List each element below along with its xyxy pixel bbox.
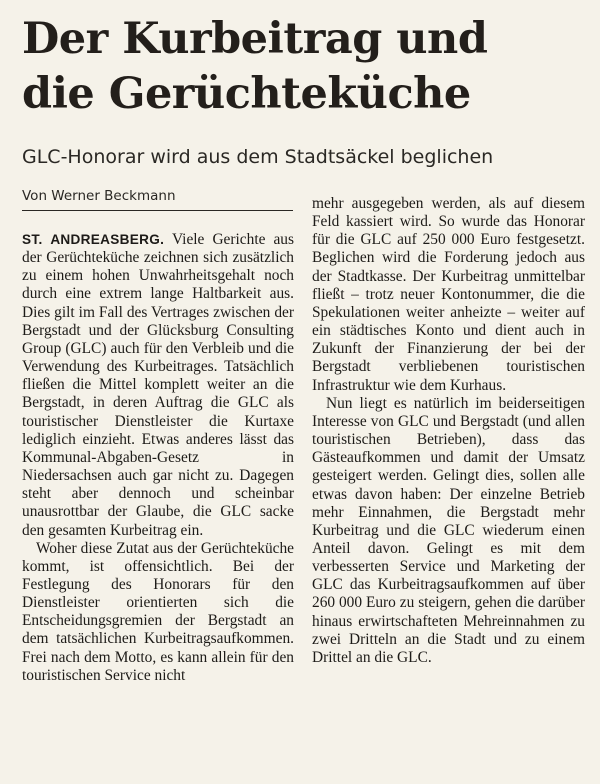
- paragraph: Woher diese Zutat aus der Gerüchteküche kommt, ist offensichtlich. Bei der Festlegung des Honorars für den Dienstleister orientierten sich die Entscheidungsgremien der Bergstadt an dem tatsächlichen Kurbeitragsaufkommen. Frei nach dem Motto, es kann allein für den touristischen Service nicht: [22, 539, 294, 684]
- paragraph: mehr ausgegeben werden, als auf diesem Feld kassiert wird. So wurde das Honorar für die GLC auf 250 000 Euro festgesetzt. Beglichen wird die Forderung jedoch aus der Stadtkasse. Der Kurbeitrag unmittelbar fließt – trotz neuer Kontonummer, die die Spekulationen weiter anheizte – weiter auf ein städtisches Konto und dient auch in Zukunft der Finanzierung der bei der Bergstadt verbliebenen touristischen Infrastruktur wie dem Kurhaus.: [312, 195, 585, 394]
- byline: Von Werner Beckmann: [22, 188, 293, 211]
- article-column-right: [312, 195, 585, 667]
- headline: [22, 12, 582, 122]
- paragraph: [22, 231, 294, 540]
- paragraph-text: Viele Gerichte aus der Gerüchteküche zeichnen sich zusätzlich zu einem hohen Unwahrheitsgehalt noch durch eine extrem lange Haltbarkeit aus. Dies gilt im Fall des Vertrages zwischen der Bergstadt und der Glücksburg Consulting Group (GLC) auch für den Verbleib und die Verwendung des Kurbeitrages. Tatsächlich fließen die Mittel komplett weiter an die Bergstadt, in deren Auftrag die GLC als touristischer Dienstleister die Kurtaxe lediglich einzieht. Etwas anderes lässt das Kommunal-Abgaben-Gesetz in Niedersachsen auch gar nicht zu. Dagegen steht aber dennoch und scheinbar unausrottbar der Glaube, die GLC sacke den gesamten Kurbeitrag ein.: [22, 231, 294, 539]
- headline-line-2: die Gerüchteküche: [22, 69, 471, 119]
- paragraph: Nun liegt es natürlich im beiderseitigen Interesse von GLC und Bergstadt (und allen touristischen Betrieben), dass das Gästeaufkommen und damit der Umsatz gesteigert werden. Gelingt dies, sollen alle etwas davon haben: Der einzelne Betrieb mehr Einnahmen, die Bergstadt mehr Kurbeitrag und die GLC wiederum einen Anteil davon. Gelingt es mit dem verbesserten Service und Marketing der GLC das Kurbeitragsaufkommen auf über 260 000 Euro zu steigern, gehen die darüber hinaus erwirtschafteten Mehreinnahmen zu zwei Dritteln an die Stadt und zu einem Drittel an die GLC.: [312, 394, 585, 666]
- headline-line-1: Der Kurbeitrag und: [22, 14, 488, 64]
- subheadline: GLC-Honorar wird aus dem Stadtsäckel beglichen: [22, 146, 494, 168]
- dateline: ST. ANDREASBERG.: [22, 232, 165, 247]
- article-column-left: [22, 231, 294, 685]
